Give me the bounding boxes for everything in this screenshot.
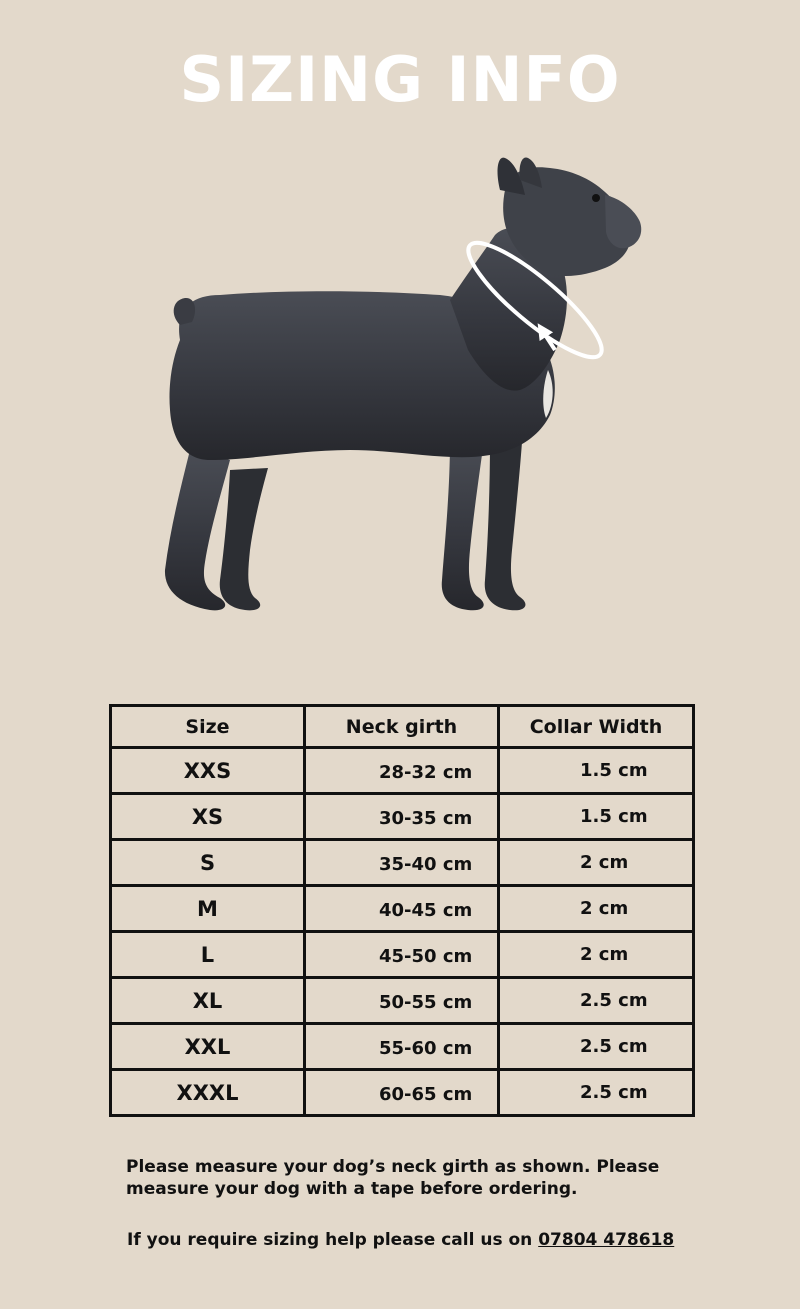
- table-row: [111, 1024, 694, 1070]
- size-cell: XL: [111, 978, 305, 1024]
- size-cell: L: [111, 932, 305, 978]
- neck-girth-cell: 40-45 cm: [305, 886, 499, 932]
- collar-width-cell: 2 cm: [499, 886, 694, 932]
- phone-number-link[interactable]: 07804 478618: [538, 1230, 675, 1250]
- column-header-collar-width: Collar Width: [499, 706, 694, 748]
- sizing-help-text: [127, 1228, 727, 1252]
- dog-neck-measurement-illustration: [150, 150, 660, 630]
- size-cell: XXXL: [111, 1070, 305, 1116]
- collar-width-cell: 2 cm: [499, 932, 694, 978]
- table-row: [111, 886, 694, 932]
- collar-width-cell: 2.5 cm: [499, 1070, 694, 1116]
- neck-girth-cell: 28-32 cm: [305, 748, 499, 794]
- measuring-note-line-1: Please measure your dog’s neck girth as shown. Please: [126, 1157, 660, 1177]
- size-cell: M: [111, 886, 305, 932]
- neck-girth-cell: 45-50 cm: [305, 932, 499, 978]
- neck-girth-cell: 35-40 cm: [305, 840, 499, 886]
- table-row: [111, 932, 694, 978]
- page-title: SIZING INFO: [179, 43, 621, 116]
- size-cell: XS: [111, 794, 305, 840]
- collar-width-cell: 2 cm: [499, 840, 694, 886]
- column-header-neck-girth: Neck girth: [305, 706, 499, 748]
- collar-width-cell: 1.5 cm: [499, 748, 694, 794]
- size-cell: XXS: [111, 748, 305, 794]
- table-row: [111, 794, 694, 840]
- neck-girth-cell: 50-55 cm: [305, 978, 499, 1024]
- neck-girth-cell: 30-35 cm: [305, 794, 499, 840]
- neck-girth-cell: 55-60 cm: [305, 1024, 499, 1070]
- size-cell: XXL: [111, 1024, 305, 1070]
- table-row: [111, 978, 694, 1024]
- sizing-help-label: If you require sizing help please call us on: [127, 1230, 539, 1250]
- table-row: [111, 748, 694, 794]
- collar-width-cell: 1.5 cm: [499, 794, 694, 840]
- collar-width-cell: 2.5 cm: [499, 978, 694, 1024]
- neck-girth-cell: 60-65 cm: [305, 1070, 499, 1116]
- measuring-note: [126, 1156, 706, 1200]
- column-header-size: Size: [111, 706, 305, 748]
- collar-width-cell: 2.5 cm: [499, 1024, 694, 1070]
- size-cell: S: [111, 840, 305, 886]
- table-row: [111, 840, 694, 886]
- dog-silhouette: [165, 157, 641, 610]
- table-header-row: [111, 706, 694, 748]
- sizing-table: [109, 704, 695, 1117]
- table-row: [111, 1070, 694, 1116]
- measuring-note-line-2: measure your dog with a tape before ordering.: [126, 1179, 578, 1199]
